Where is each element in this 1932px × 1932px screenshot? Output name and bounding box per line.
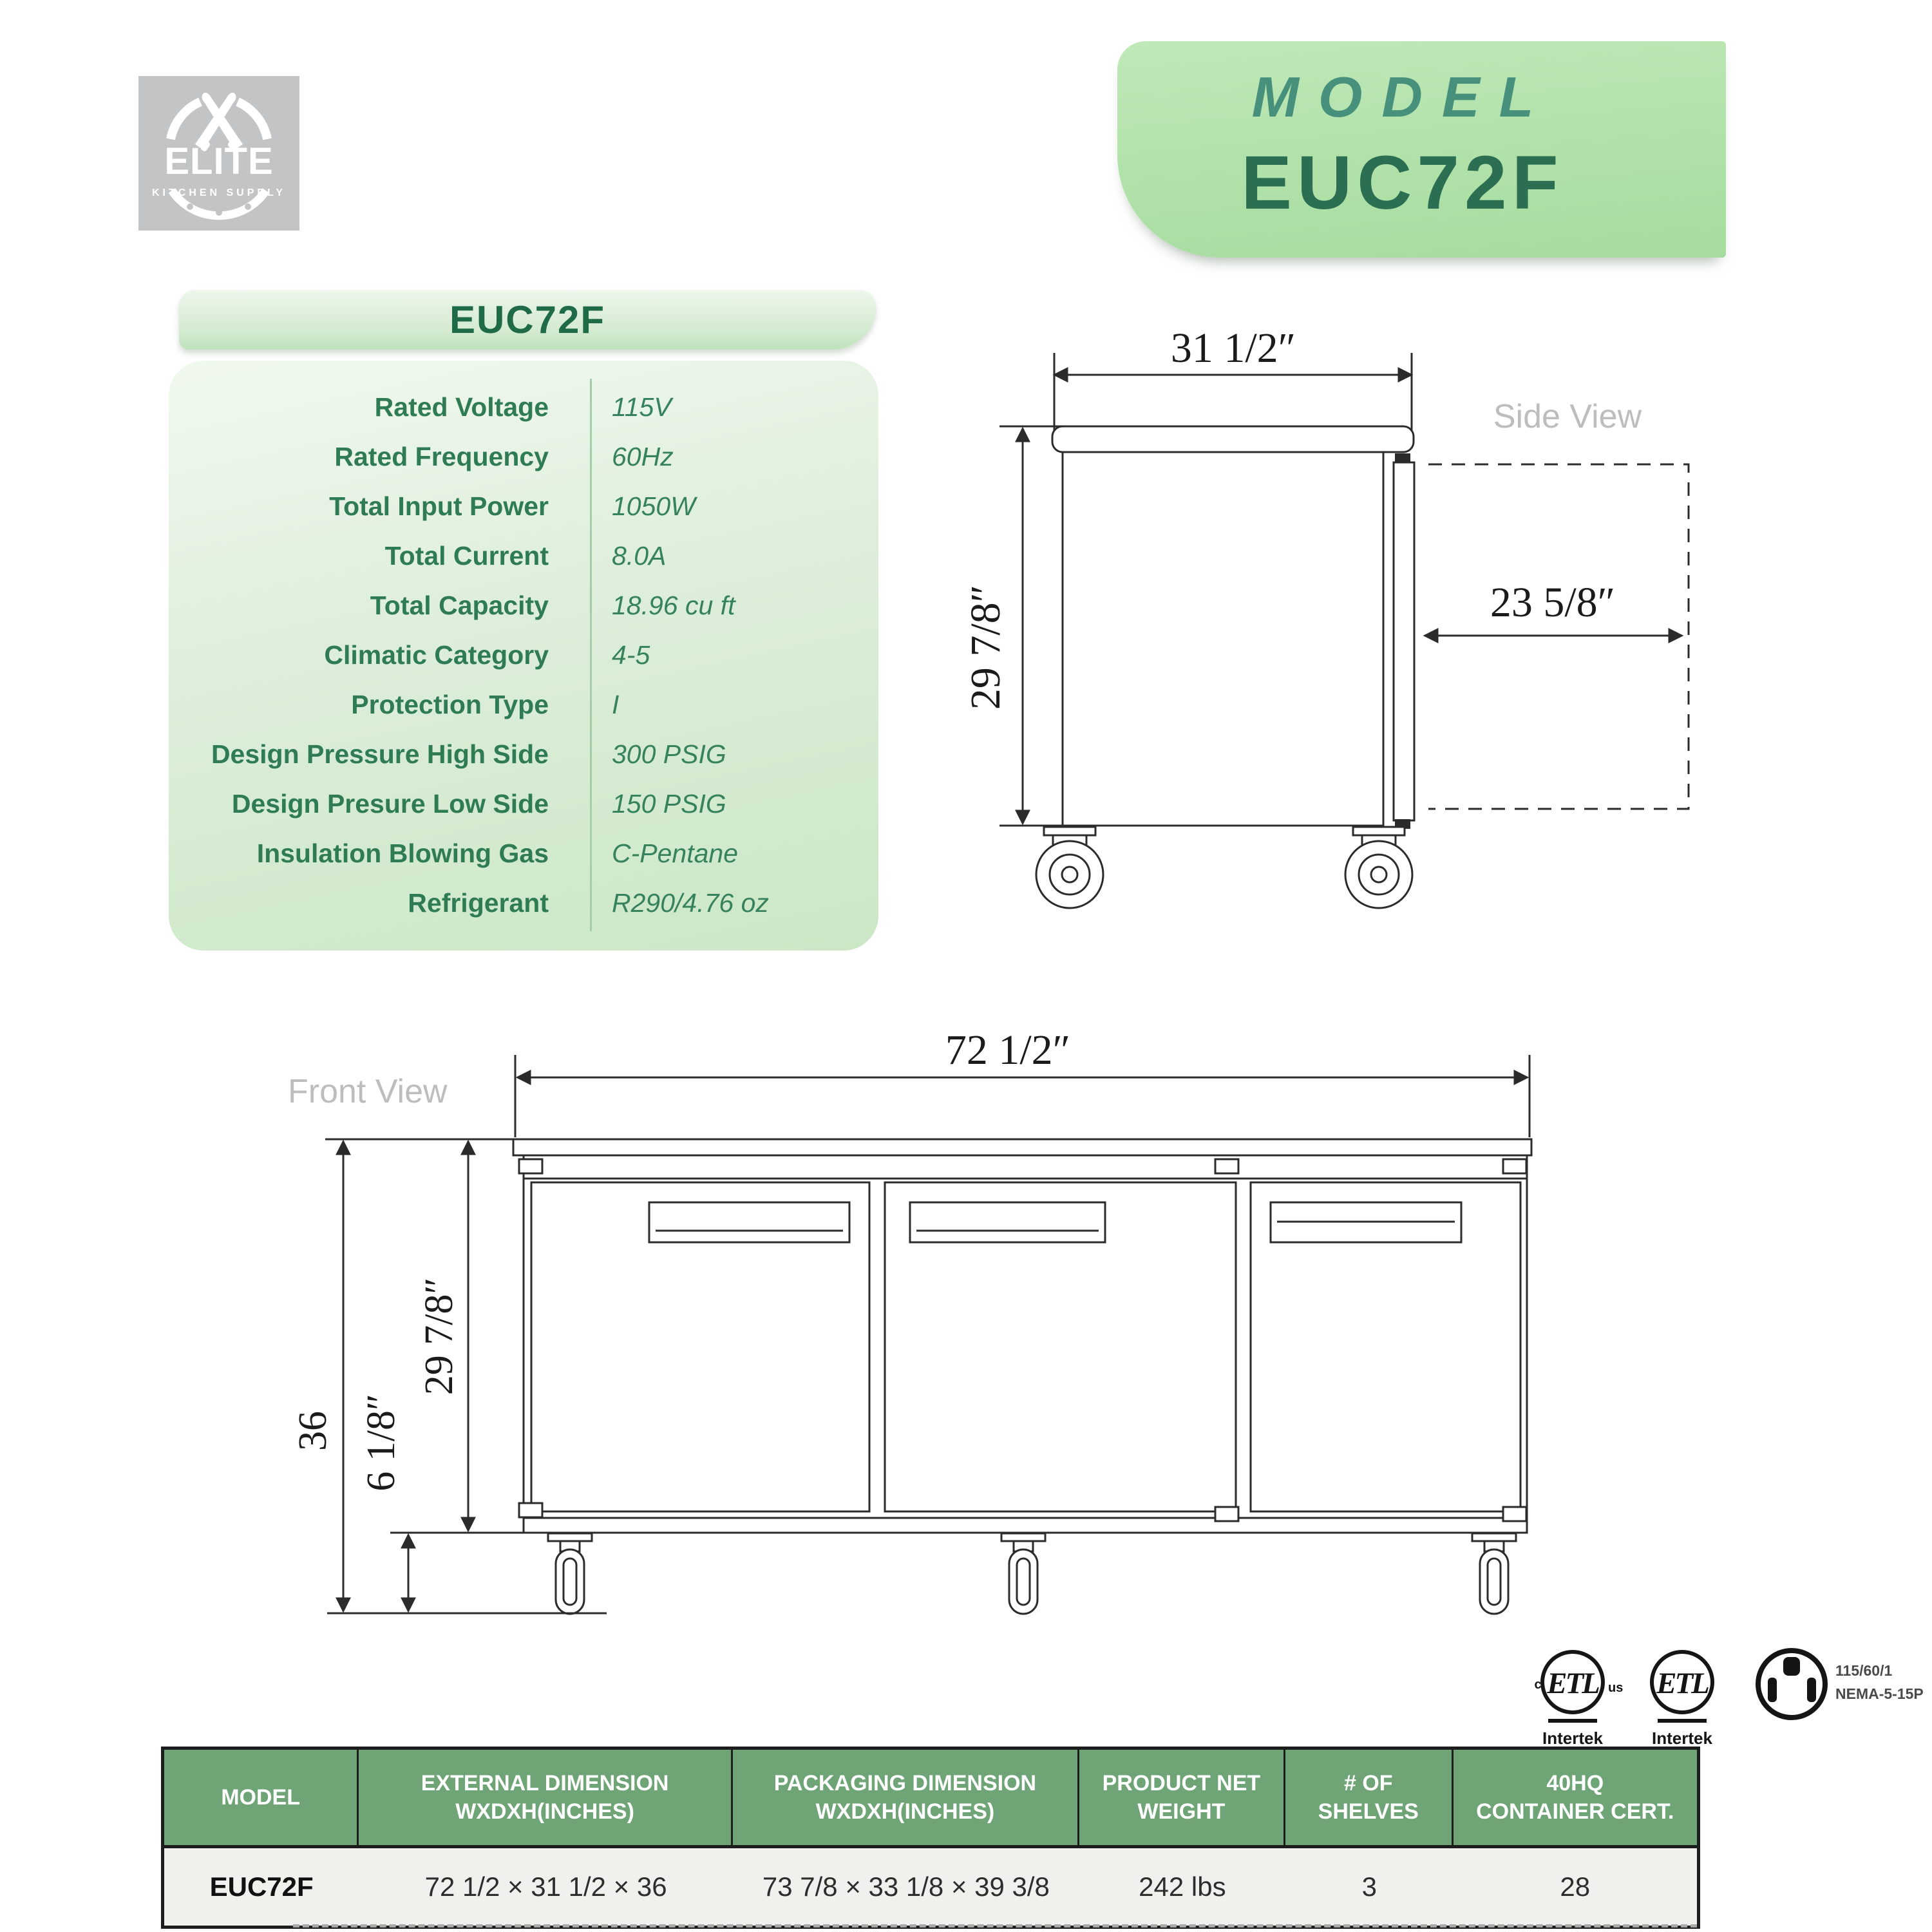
front-cabinet-body <box>524 1155 1527 1533</box>
intertek-label: Intertek <box>1542 1728 1603 1748</box>
column-header-model: MODEL <box>164 1750 359 1845</box>
nema-plug-icon <box>1758 1651 1825 1718</box>
spec-row <box>169 730 878 779</box>
spec-label: Insulation Blowing Gas <box>256 838 549 868</box>
cell-external-dimension: 72 1/2 × 31 1/2 × 36 <box>424 1871 667 1902</box>
logo-dot <box>187 204 193 210</box>
spec-rows <box>169 383 878 928</box>
plug-rating-line2: NEMA-5-15P <box>1835 1685 1924 1702</box>
front-width-dimension: 72 1/2″ <box>945 1027 1071 1074</box>
spec-panel <box>169 361 878 951</box>
side-countertop <box>1052 426 1414 452</box>
etl-sanitation-icon <box>1652 1652 1712 1748</box>
spec-label: Design Pressure High Side <box>211 739 549 769</box>
front-caster-right <box>1472 1533 1516 1614</box>
spec-value: 60Hz <box>612 442 674 471</box>
spec-value: 115V <box>612 392 672 422</box>
spec-value: 18.96 cu ft <box>612 591 735 620</box>
svg-text:ETL: ETL <box>1547 1667 1598 1700</box>
etl-c-mark: c <box>1534 1678 1542 1692</box>
logo-dot <box>245 204 251 210</box>
spec-row <box>169 779 878 829</box>
spec-panel-header <box>179 290 876 350</box>
spec-value: 1050W <box>612 491 696 521</box>
certification-marks <box>1513 1639 1932 1761</box>
spec-label: Refrigerant <box>408 888 549 918</box>
spec-value: I <box>612 690 620 719</box>
column-header-container-cert: 40HQ CONTAINER CERT. <box>1454 1750 1697 1845</box>
logo-wordmark: ELITE <box>164 140 274 182</box>
spec-row <box>169 383 878 432</box>
cell-net-weight: 242 lbs <box>1139 1871 1226 1902</box>
spec-label: Protection Type <box>351 690 549 719</box>
spec-row <box>169 432 878 482</box>
model-banner-label: MODEL <box>1251 65 1553 129</box>
spec-label: Design Presure Low Side <box>231 789 549 819</box>
cell-container-cert: 28 <box>1560 1871 1591 1902</box>
brand-logo-graphic <box>138 76 299 231</box>
side-cabinet-body <box>1063 452 1383 826</box>
summary-table <box>161 1747 1700 1929</box>
cell-shelves: 3 <box>1361 1871 1377 1902</box>
front-view-label: Front View <box>288 1073 448 1110</box>
side-width-dimension: 31 1/2″ <box>1170 325 1296 372</box>
side-height-dimension: 29 7/8″ <box>962 584 1009 710</box>
logo-subtitle: KITCHEN SUPPLY <box>151 187 287 198</box>
cell-model: EUC72F <box>209 1871 314 1902</box>
summary-table-row <box>164 1848 1697 1926</box>
side-view-label: Side View <box>1493 398 1642 435</box>
plug-rating-line1: 115/60/1 <box>1835 1662 1893 1679</box>
spec-value: C-Pentane <box>612 838 739 868</box>
model-banner-number: EUC72F <box>1241 140 1564 225</box>
spec-row <box>169 531 878 581</box>
front-body-height-dimension: 29 7/8″ <box>417 1277 461 1396</box>
spec-label: Rated Voltage <box>374 392 549 422</box>
spec-row <box>169 581 878 630</box>
door-hinge-top <box>1395 453 1410 463</box>
front-total-height-dimension: 36 <box>291 1411 335 1451</box>
spec-label: Total Current <box>384 541 549 571</box>
side-caster-left <box>1036 827 1103 908</box>
logo-arc-left <box>171 102 200 139</box>
logo-arc-right <box>238 102 267 139</box>
spec-row <box>169 829 878 878</box>
door-swing-dimension: 23 5/8″ <box>1490 579 1616 626</box>
spec-row <box>169 482 878 531</box>
spec-panel-title: EUC72F <box>449 298 606 341</box>
front-caster-left <box>548 1533 592 1614</box>
side-view-drawing <box>962 322 1868 940</box>
front-caster-height-dimension: 6 1/8″ <box>359 1394 403 1492</box>
model-banner <box>1117 41 1726 258</box>
spec-value: 150 PSIG <box>612 789 726 819</box>
spec-value: 300 PSIG <box>612 739 726 769</box>
spec-row <box>169 878 878 928</box>
front-countertop <box>513 1139 1531 1155</box>
summary-table-header <box>164 1750 1697 1848</box>
brand-logo <box>138 76 299 231</box>
side-caster-right <box>1345 827 1412 908</box>
cell-packaging-dimension: 73 7/8 × 33 1/8 × 39 3/8 <box>762 1871 1050 1902</box>
column-header-shelves: # OF SHELVES <box>1285 1750 1454 1845</box>
logo-dot <box>216 209 222 216</box>
side-door-panel <box>1394 462 1414 820</box>
column-header-external-dimension: EXTERNAL DIMENSION WXDXH(INCHES) <box>359 1750 733 1845</box>
svg-text:ETL: ETL <box>1656 1667 1708 1700</box>
spec-row <box>169 680 878 730</box>
bottom-dashed-divider <box>293 1924 1697 1927</box>
column-header-net-weight: PRODUCT NET WEIGHT <box>1079 1750 1285 1845</box>
intertek-label: Intertek <box>1652 1728 1712 1748</box>
spec-label: Rated Frequency <box>334 442 549 471</box>
spec-label: Total Input Power <box>329 491 549 521</box>
spec-row <box>169 630 878 680</box>
spec-value: 4-5 <box>612 640 650 670</box>
etl-us-mark: us <box>1608 1681 1624 1695</box>
etl-listed-icon <box>1534 1652 1623 1748</box>
spec-label: Total Capacity <box>370 591 549 620</box>
spec-value: 8.0A <box>612 541 667 571</box>
spec-label: Climatic Category <box>324 640 549 670</box>
front-view-drawing <box>193 1024 1694 1642</box>
column-header-packaging-dimension: PACKAGING DIMENSION WXDXH(INCHES) <box>733 1750 1079 1845</box>
front-caster-center <box>1001 1533 1045 1614</box>
spec-value: R290/4.76 oz <box>612 888 769 918</box>
